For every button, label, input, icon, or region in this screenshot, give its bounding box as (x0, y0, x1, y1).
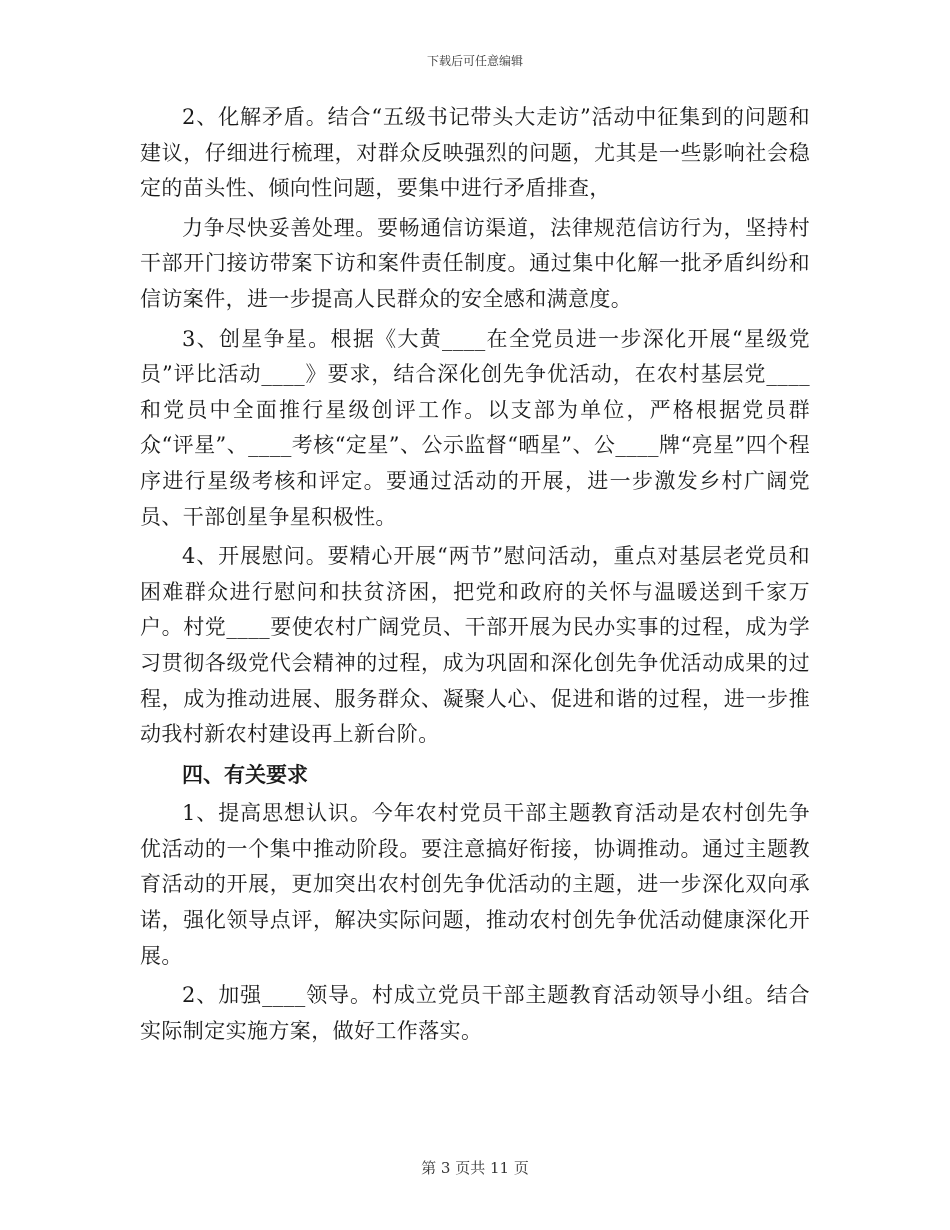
paragraph-condolence-visits: 4、开展慰问。要精心开展“两节”慰问活动，重点对基层老党员和困难群众进行慰问和扶贫济困，把党和政府的关怀与温暖送到千家万户。村党____要使农村广阔党员、干部开展为民办实事的过程，成为学习贯彻各级党代会精神的过程，成为巩固和深化创先争优活动成果的过程，成为推动进展、服务群众、凝聚人心、促进和谐的过程，进一步推动我村新农村建设再上新台阶。 (140, 544, 810, 747)
paragraph-strengthen-leadership: 2、加强____领导。村成立党员干部主题教育活动领导小组。结合实际制定实施方案，做好工作落实。 (140, 983, 810, 1043)
page-header-note: 下载后可任意编辑 (426, 54, 523, 68)
paragraph-raise-awareness: 1、提高思想认识。今年农村党员干部主题教育活动是农村创先争优活动的一个集中推动阶段。要注意搞好衔接，协调推动。通过主题教育活动的开展，更加突出农村创先争优活动的主题，进一步深化双向承诺，强化领导点评，解决实际问题，推动农村创先争优活动健康深化开展。 (140, 801, 810, 968)
paragraph-petition-handling: 力争尽快妥善处理。要畅通信访渠道，法律规范信访行为，坚持村干部开门接访带案下访和案件责任制度。通过集中化解一批矛盾纠纷和信访案件，进一步提高人民群众的安全感和满意度。 (140, 215, 810, 311)
page-number-footer: 第 3 页共 11 页 (421, 1159, 529, 1177)
paragraph-resolve-conflicts: 2、化解矛盾。结合“五级书记带头大走访”活动中征集到的问题和建议，仔细进行梳理，对群众反映强烈的问题，尤其是一些影响社会稳定的苗头性、倾向性问题，要集中进行矛盾排查， (140, 105, 810, 201)
section-heading-requirements: 四、有关要求 (182, 761, 308, 787)
document-body (140, 100, 810, 1049)
paragraph-star-rating: 3、创星争星。根据《大黄____在全党员进一步深化开展“星级党员”评比活动____》要求，结合深化创先争优活动，在农村基层党____和党员中全面推行星级创评工作。以支部为单位，严格根据党员群众“评星”、____考核“定星”、公示监督“晒星”、公____牌“亮星”四个程序进行星级考核和评定。要通过活动的开展，进一步激发乡村广阔党员、干部创星争星积极性。 (140, 326, 810, 529)
